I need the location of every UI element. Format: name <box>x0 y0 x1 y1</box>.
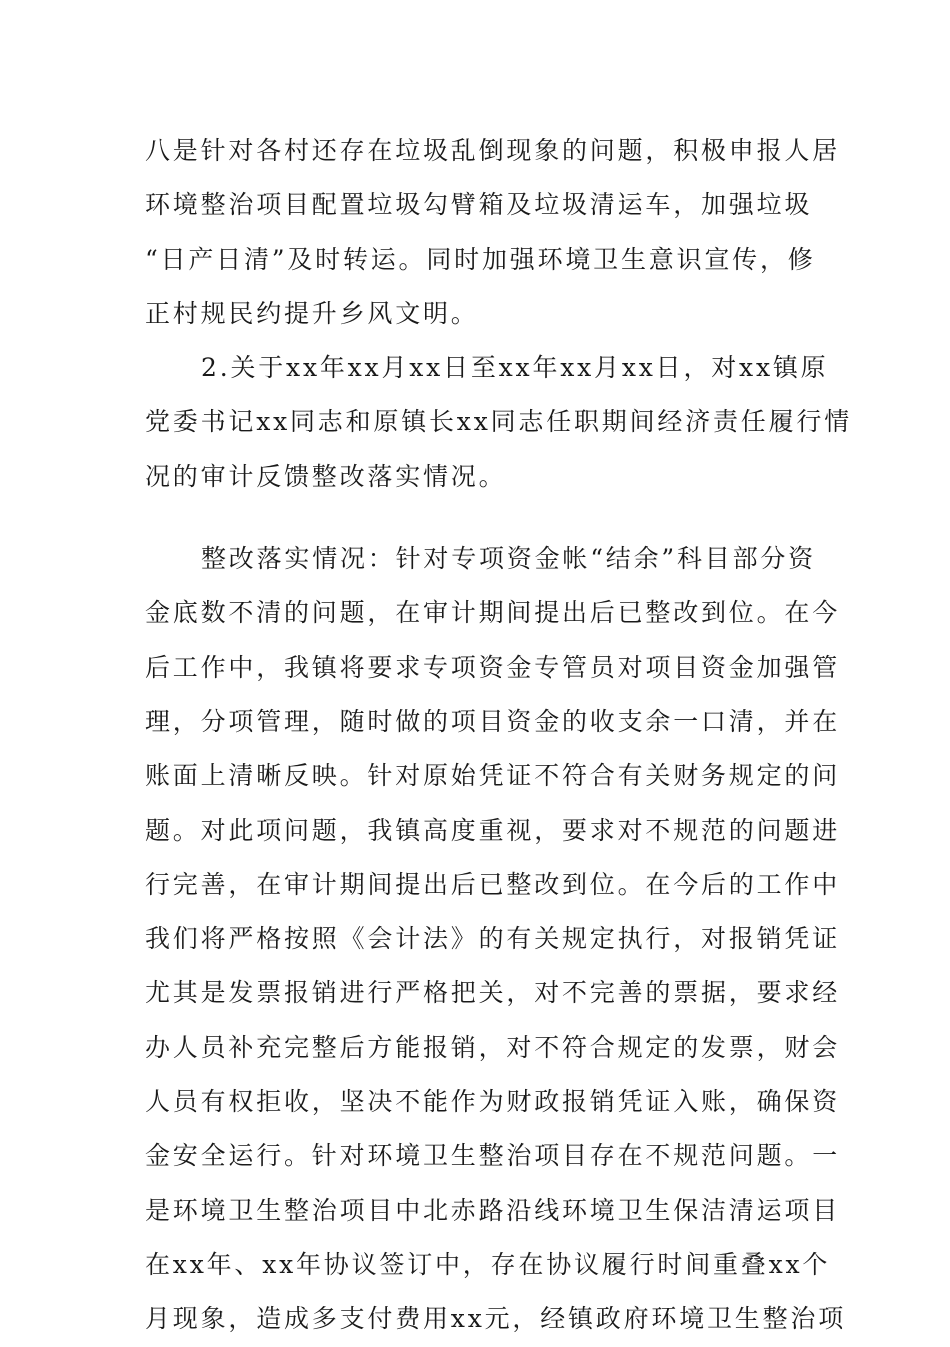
text-line: 况的审计反馈整改落实情况。 <box>145 461 507 491</box>
text-line: 办人员补充完整后方能报销，对不符合规定的发票，财会 <box>145 1032 841 1062</box>
text-line: 行完善，在审计期间提出后已整改到位。在今后的工作中 <box>145 869 841 899</box>
text-line: 在xx年、xx年协议签订中，存在协议履行时间重叠xx个 <box>145 1249 831 1279</box>
text-line: 月现象，造成多支付费用xx元，经镇政府环境卫生整治项 <box>145 1304 847 1334</box>
text-line: 题。对此项问题，我镇高度重视，要求对不规范的问题进 <box>145 815 841 845</box>
document-body <box>145 124 852 1347</box>
text-line: 理，分项管理，随时做的项目资金的收支余一口清，并在 <box>145 706 841 736</box>
text-line: 金安全运行。针对环境卫生整治项目存在不规范问题。一 <box>145 1141 841 1171</box>
text-line: 八是针对各村还存在垃圾乱倒现象的问题，积极申报人居 <box>145 136 841 165</box>
text-line: 党委书记xx同志和原镇长xx同志任职期间经济责任履行情 <box>145 407 852 437</box>
paragraph-spacer <box>145 504 805 532</box>
paragraph-eighth-point <box>145 124 841 341</box>
text-line: 账面上清晰反映。针对原始凭证不符合有关财务规定的问 <box>145 761 841 791</box>
text-line: 金底数不清的问题，在审计期间提出后已整改到位。在今 <box>145 598 841 628</box>
text-line: 整改落实情况：针对专项资金帐“结余”科目部分资 <box>201 544 816 574</box>
text-line: 尤其是发票报销进行严格把关，对不完善的票据，要求经 <box>145 978 841 1008</box>
text-line: 环境整治项目配置垃圾勾臂箱及垃圾清运车，加强垃圾 <box>145 190 813 220</box>
text-line: 是环境卫生整治项目中北赤路沿线环境卫生保洁清运项目 <box>145 1195 841 1225</box>
text-line: “日产日清”及时转运。同时加强环境卫生意识宣传，修 <box>145 244 816 274</box>
paragraph-rectification-status <box>145 532 847 1346</box>
text-line: 2.关于xx年xx月xx日至xx年xx月xx日，对xx镇原 <box>201 353 829 383</box>
text-line: 后工作中，我镇将要求专项资金专管员对项目资金加强管 <box>145 652 841 682</box>
text-line: 正村规民约提升乡风文明。 <box>145 298 479 328</box>
text-line: 我们将严格按照《会计法》的有关规定执行，对报销凭证 <box>145 924 841 954</box>
text-line: 人员有权拒收，坚决不能作为财政报销凭证入账，确保资 <box>145 1087 841 1117</box>
paragraph-item-2 <box>145 341 852 504</box>
